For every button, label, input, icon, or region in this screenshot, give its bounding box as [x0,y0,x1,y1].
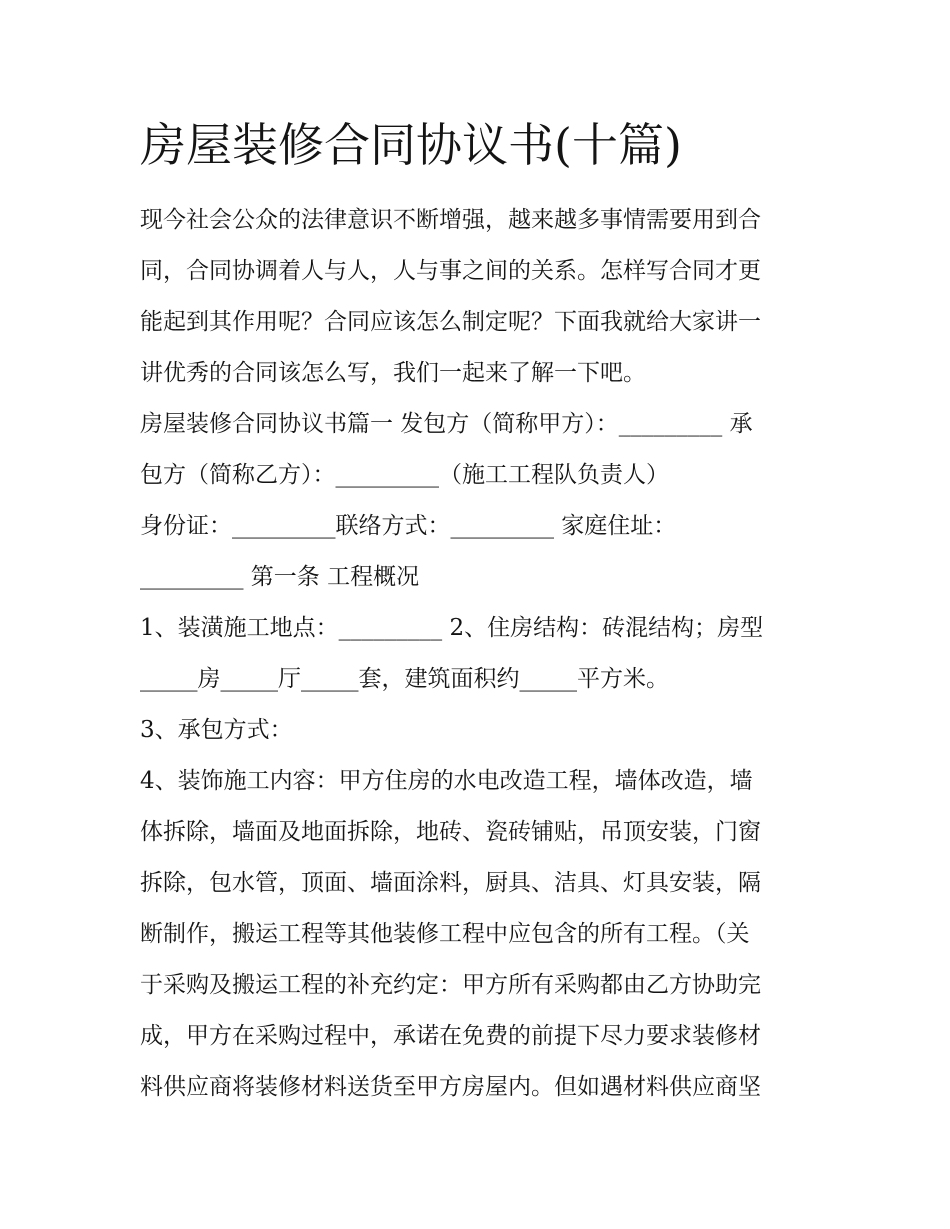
body-line: 3、承包方式： [140,717,293,743]
body-line: 现今社会公众的法律意识不断增强，越来越多事情需要用到合 [140,207,761,233]
body-line: 同，合同协调着人与人，人与事之间的关系。怎样写合同才更 [140,258,761,284]
body-line: 包方（简称乙方）：_________（施工工程队负责人） [140,462,669,488]
body-line: 于采购及搬运工程的补充约定：甲方所有采购都由乙方协助完 [140,972,761,998]
body-line: 房屋装修合同协议书篇一 发包方（简称甲方）：_________ 承 [140,411,753,437]
body-line: 拆除，包水管，顶面、墙面涂料，厨具、洁具、灯具安装，隔 [140,870,761,896]
body-line: _________ 第一条 工程概况 [140,564,420,590]
body-line: 4、装饰施工内容：甲方住房的水电改造工程，墙体改造，墙 [140,768,753,794]
body-line: 1、装潢施工地点：_________ 2、住房结构：砖混结构；房型 [140,615,764,641]
body-line: 能起到其作用呢？合同应该怎么制定呢？下面我就给大家讲一 [140,309,761,335]
body-line: 体拆除，墙面及地面拆除，地砖、瓷砖铺贴，吊顶安装，门窗 [140,819,761,845]
body-line: 讲优秀的合同该怎么写，我们一起来了解一下吧。 [140,360,646,386]
body-line: 断制作，搬运工程等其他装修工程中应包含的所有工程。（关 [140,921,750,947]
body-line: _____房_____厅_____套，建筑面积约_____平方米。 [140,666,669,692]
body-line: 成，甲方在采购过程中，承诺在免费的前提下尽力要求装修材 [140,1023,761,1049]
document-title: 房屋装修合同协议书(十篇) [140,118,682,172]
body-line: 料供应商将装修材料送货至甲方房屋内。但如遇材料供应商坚 [140,1074,761,1100]
body-line: 身份证：_________联络方式：_________ 家庭住址： [140,513,677,539]
